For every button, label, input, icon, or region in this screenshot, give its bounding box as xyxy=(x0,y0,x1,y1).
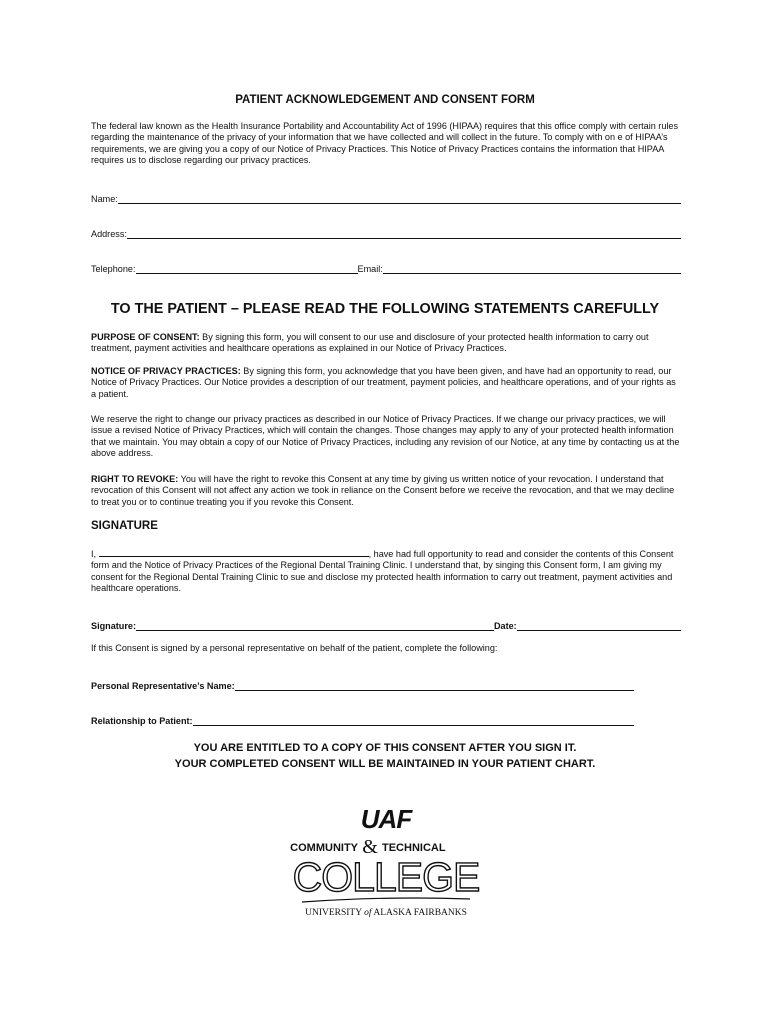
purpose-paragraph xyxy=(91,332,681,355)
logo-technical: TECHNICAL xyxy=(382,842,446,854)
revoke-paragraph xyxy=(91,474,681,508)
closing-line-1: YOU ARE ENTITLED TO A COPY OF THIS CONSENT AFTER YOU SIGN IT. xyxy=(193,742,577,754)
logo-ampersand: & xyxy=(362,836,378,858)
rep-name-label: Personal Representative’s Name: xyxy=(91,681,235,691)
address-input-line[interactable] xyxy=(127,228,681,239)
email-input-line[interactable] xyxy=(383,263,681,274)
consent-statement xyxy=(91,548,681,595)
date-label: Date: xyxy=(493,621,517,631)
name-field[interactable] xyxy=(91,192,681,204)
patient-name-input-line[interactable] xyxy=(99,548,369,557)
signature-heading: SIGNATURE xyxy=(91,520,158,532)
email-label: Email: xyxy=(357,264,383,274)
main-heading: TO THE PATIENT – PLEASE READ THE FOLLOWING STATEMENTS CAREFULLY xyxy=(110,301,660,317)
uaf-wordmark: UAF xyxy=(360,804,412,834)
signature-row xyxy=(91,619,681,631)
college-logo xyxy=(290,800,480,920)
notice-text: By signing this form, you acknowledge that you have been given, and have had an opportunity to read, our Notice of Privacy Practices. Our Notice provides a description of our treatment, payment policies, and healthcare operations, and of your rights as a patient. xyxy=(91,366,676,399)
purpose-label: PURPOSE OF CONSENT: xyxy=(91,332,200,342)
telephone-input-line[interactable] xyxy=(136,263,358,274)
notice-label: NOTICE OF PRIVACY PRACTICES: xyxy=(91,366,241,376)
telephone-label: Telephone: xyxy=(91,264,136,274)
rep-name-input-line[interactable] xyxy=(235,680,634,691)
logo-community: COMMUNITY xyxy=(290,842,358,854)
reserve-paragraph: We reserve the right to change our privacy practices as described in our Notice of Privacy Practices. If we change our privacy practices, we will issue a revised Notice of Privacy Practices, which will contain the changes. Those changes may apply to any of your protected health information that we maintain. You may obtain a copy of our Notice of Privacy Practices, including any revision of our Notice, at any time by contacting us at the above address. xyxy=(91,414,680,459)
representative-note: If this Consent is signed by a personal representative on behalf of the patient, complete the following: xyxy=(91,643,498,653)
relationship-row xyxy=(91,714,634,726)
logo-college: COLLEGE xyxy=(292,854,480,900)
purpose-text: By signing this form, you will consent to our use and disclosure of your protected health information to carry out treatment, payment activities and healthcare operations as explained in our Notice of Privacy Practices. xyxy=(91,332,649,354)
name-label: Name: xyxy=(91,194,118,204)
signature-input-line[interactable] xyxy=(136,620,494,631)
notice-paragraph xyxy=(91,366,681,400)
college-logo-graphic xyxy=(290,800,480,920)
address-field[interactable] xyxy=(91,227,681,239)
i-prefix: I, xyxy=(91,549,97,559)
consent-text: , have had full opportunity to read and consider the contents of this Consent form and the Notice of Privacy Practices of the Regional Dental Training Clinic. I understand that, by singing this Consent form, I am giving my consent for the Regional Dental Training Clinic to sue and disclose my protected health information to carry out treatment, payment activities and healthcare operations. xyxy=(91,549,674,594)
address-label: Address: xyxy=(91,229,127,239)
revoke-text: You will have the right to revoke this Consent at any time by giving us written notice of your revocation. I understand that revocation of this Consent will not affect any action we took in reliance on the Consent before we receive the revocation, and that we may decline to treat you or to continue treating you if you revoke this Consent. xyxy=(91,474,675,507)
signature-label: Signature: xyxy=(91,621,136,631)
form-title: PATIENT ACKNOWLEDGEMENT AND CONSENT FORM xyxy=(235,94,535,106)
contact-row xyxy=(91,262,681,274)
revoke-label: RIGHT TO REVOKE: xyxy=(91,474,179,484)
date-input-line[interactable] xyxy=(517,620,681,631)
relationship-input-line[interactable] xyxy=(193,715,634,726)
closing-line-2: YOUR COMPLETED CONSENT WILL BE MAINTAINED IN YOUR PATIENT CHART. xyxy=(174,758,596,770)
name-input-line[interactable] xyxy=(118,193,681,204)
rep-name-row xyxy=(91,679,634,691)
intro-paragraph: The federal law known as the Health Insurance Portability and Accountability Act of 1996 (HIPAA) requires that this office comply with certain rules regarding the maintenance of the privacy of your information that we have collected and will collect in the future. To comply with on e of HIPAA’s requirements, we are giving you a copy of our Notice of Privacy Practices. This Notice of Privacy Practices contains the information that HIPAA requires us to disclose regarding our privacy practices. xyxy=(91,121,679,166)
logo-university: UNIVERSITY of ALASKA FAIRBANKS xyxy=(305,908,467,918)
relationship-label: Relationship to Patient: xyxy=(91,716,193,726)
